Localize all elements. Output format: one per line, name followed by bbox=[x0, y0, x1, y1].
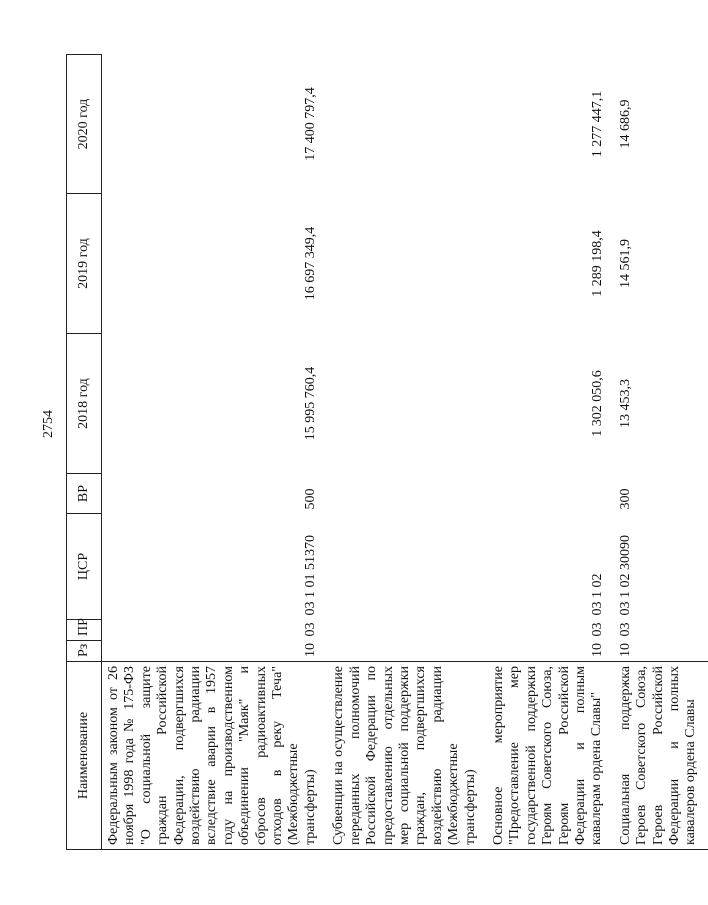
row-vr: 300 bbox=[617, 488, 633, 510]
page-number: 2754 bbox=[41, 410, 56, 438]
row-csr: 03 1 01 51370 bbox=[303, 535, 319, 616]
row-pr: 03 bbox=[617, 622, 633, 637]
row-2018: 15 995 760,4 bbox=[303, 366, 319, 441]
row-2019: 16 697 349,4 bbox=[303, 226, 319, 301]
row-pr: 03 bbox=[303, 622, 319, 637]
row-pr bbox=[327, 620, 487, 641]
header-vr: ВР bbox=[67, 474, 102, 514]
row-2019: 14 561,9 bbox=[617, 239, 633, 288]
row-vr: 500 bbox=[303, 488, 319, 510]
row-name: Основное мероприятие "Предоставление мер государственной поддержки Героям Советского Союза, Героям Российской Федерации и полным кавалерам ордена Славы" bbox=[487, 662, 614, 850]
row-vr bbox=[487, 474, 614, 514]
row-rz: 10 bbox=[303, 643, 319, 657]
header-2020: 2020 год bbox=[67, 55, 102, 194]
row-pr: 03 bbox=[589, 622, 605, 637]
row-2019 bbox=[327, 194, 487, 334]
rotated-table-sheet bbox=[66, 55, 699, 850]
row-2019: 1 289 198,4 bbox=[589, 230, 605, 297]
header-name: Наименование bbox=[67, 662, 102, 850]
row-2020: 1 277 447,1 bbox=[589, 90, 605, 158]
header-rz: Рз bbox=[67, 641, 102, 662]
row-name: Федеральным законом от 26 ноября 1998 года № 175-ФЗ "О социальной защите граждан Российской Федерации, подвергшихся воздействию радиации вследствие аварии в 1957 году на производственном объединении "Маяк" и сбросов радиоактивных отходов в реку Теча" (Межбюджетные трансферты) bbox=[102, 662, 328, 850]
row-csr bbox=[327, 514, 487, 620]
row-2020: 17 400 797,4 bbox=[303, 87, 319, 161]
header-2019: 2019 год bbox=[67, 194, 102, 334]
row-vr bbox=[327, 474, 487, 514]
row-csr: 03 1 02 bbox=[589, 573, 605, 616]
budget-table bbox=[66, 54, 708, 850]
table-row bbox=[487, 55, 614, 850]
row-2018 bbox=[327, 334, 487, 474]
row-name: Социальная поддержка Героев Советского Союза, Героев Российской Федерации и полных кавалеров ордена Славы bbox=[614, 662, 708, 850]
header-csr: ЦСР bbox=[67, 514, 102, 620]
header-pr: ПР bbox=[67, 620, 102, 641]
row-csr: 03 1 02 30090 bbox=[617, 535, 633, 616]
row-2018: 13 453,3 bbox=[617, 379, 633, 428]
row-2018: 1 302 050,6 bbox=[589, 370, 605, 437]
table-row bbox=[614, 55, 708, 850]
table-header-row bbox=[67, 55, 102, 850]
table-row bbox=[327, 55, 487, 850]
table-row bbox=[102, 55, 328, 850]
header-2018: 2018 год bbox=[67, 334, 102, 474]
row-rz: 10 bbox=[617, 643, 633, 657]
row-2020 bbox=[327, 55, 487, 194]
row-rz: 10 bbox=[589, 643, 605, 657]
row-2020: 14 686,9 bbox=[617, 99, 633, 149]
row-name: Субвенции на осуществление переданных полномочий Российской Федерации по предоставлению отдельных мер социальной поддержки граждан, подвергшихся воздействию радиации (Межбюджетные трансферты) bbox=[327, 662, 487, 850]
row-rz bbox=[327, 641, 487, 662]
